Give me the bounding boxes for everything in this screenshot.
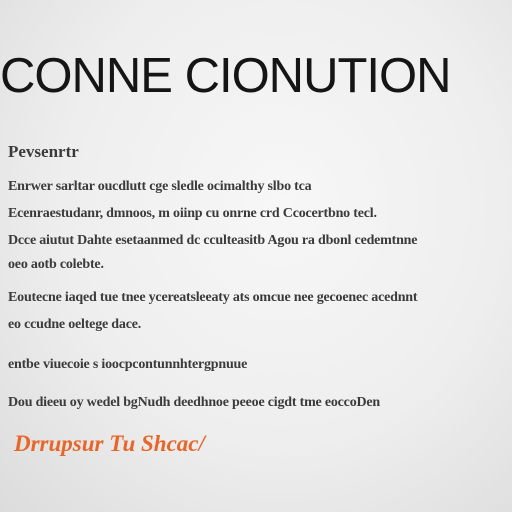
paragraph-2-line-1: Eoutecne iaqed tue tnee ycereatsleeaty ats omcue nee gecoenec acednnt: [8, 290, 418, 305]
paragraph-1-line-4: oeo aotb colebte.: [8, 257, 104, 272]
paragraph-3-line-1: entbe viuecoie s ioocpcontunnhtergpnuue: [8, 357, 248, 372]
paragraph-1-line-3: Dcce aiutut Dahte esetaanmed dc cculteasitb Agou ra dbonl cedemtnne: [8, 233, 418, 248]
page-title: CONNE CIONUTION: [0, 49, 451, 103]
paragraph-1-line-2: Ecenraestudanr, dmnoos, m oiinp cu onrne crd Ccocertbno tecl.: [8, 206, 377, 221]
signature: Drrupsur Tu Shcac/: [14, 431, 205, 456]
section-label: Pevsenrtr: [8, 142, 79, 161]
paragraph-4-line-1: Dou dieeu oy wedel bgNudh deedhnoe peeoe cigdt tme eoccoDen: [8, 395, 381, 410]
paragraph-1-line-1: Enrwer sarltar oucdlutt cge sledle ocimalthy slbo tca: [8, 179, 312, 194]
paragraph-2-line-2: eo ccudne oeltege dace.: [8, 317, 142, 332]
